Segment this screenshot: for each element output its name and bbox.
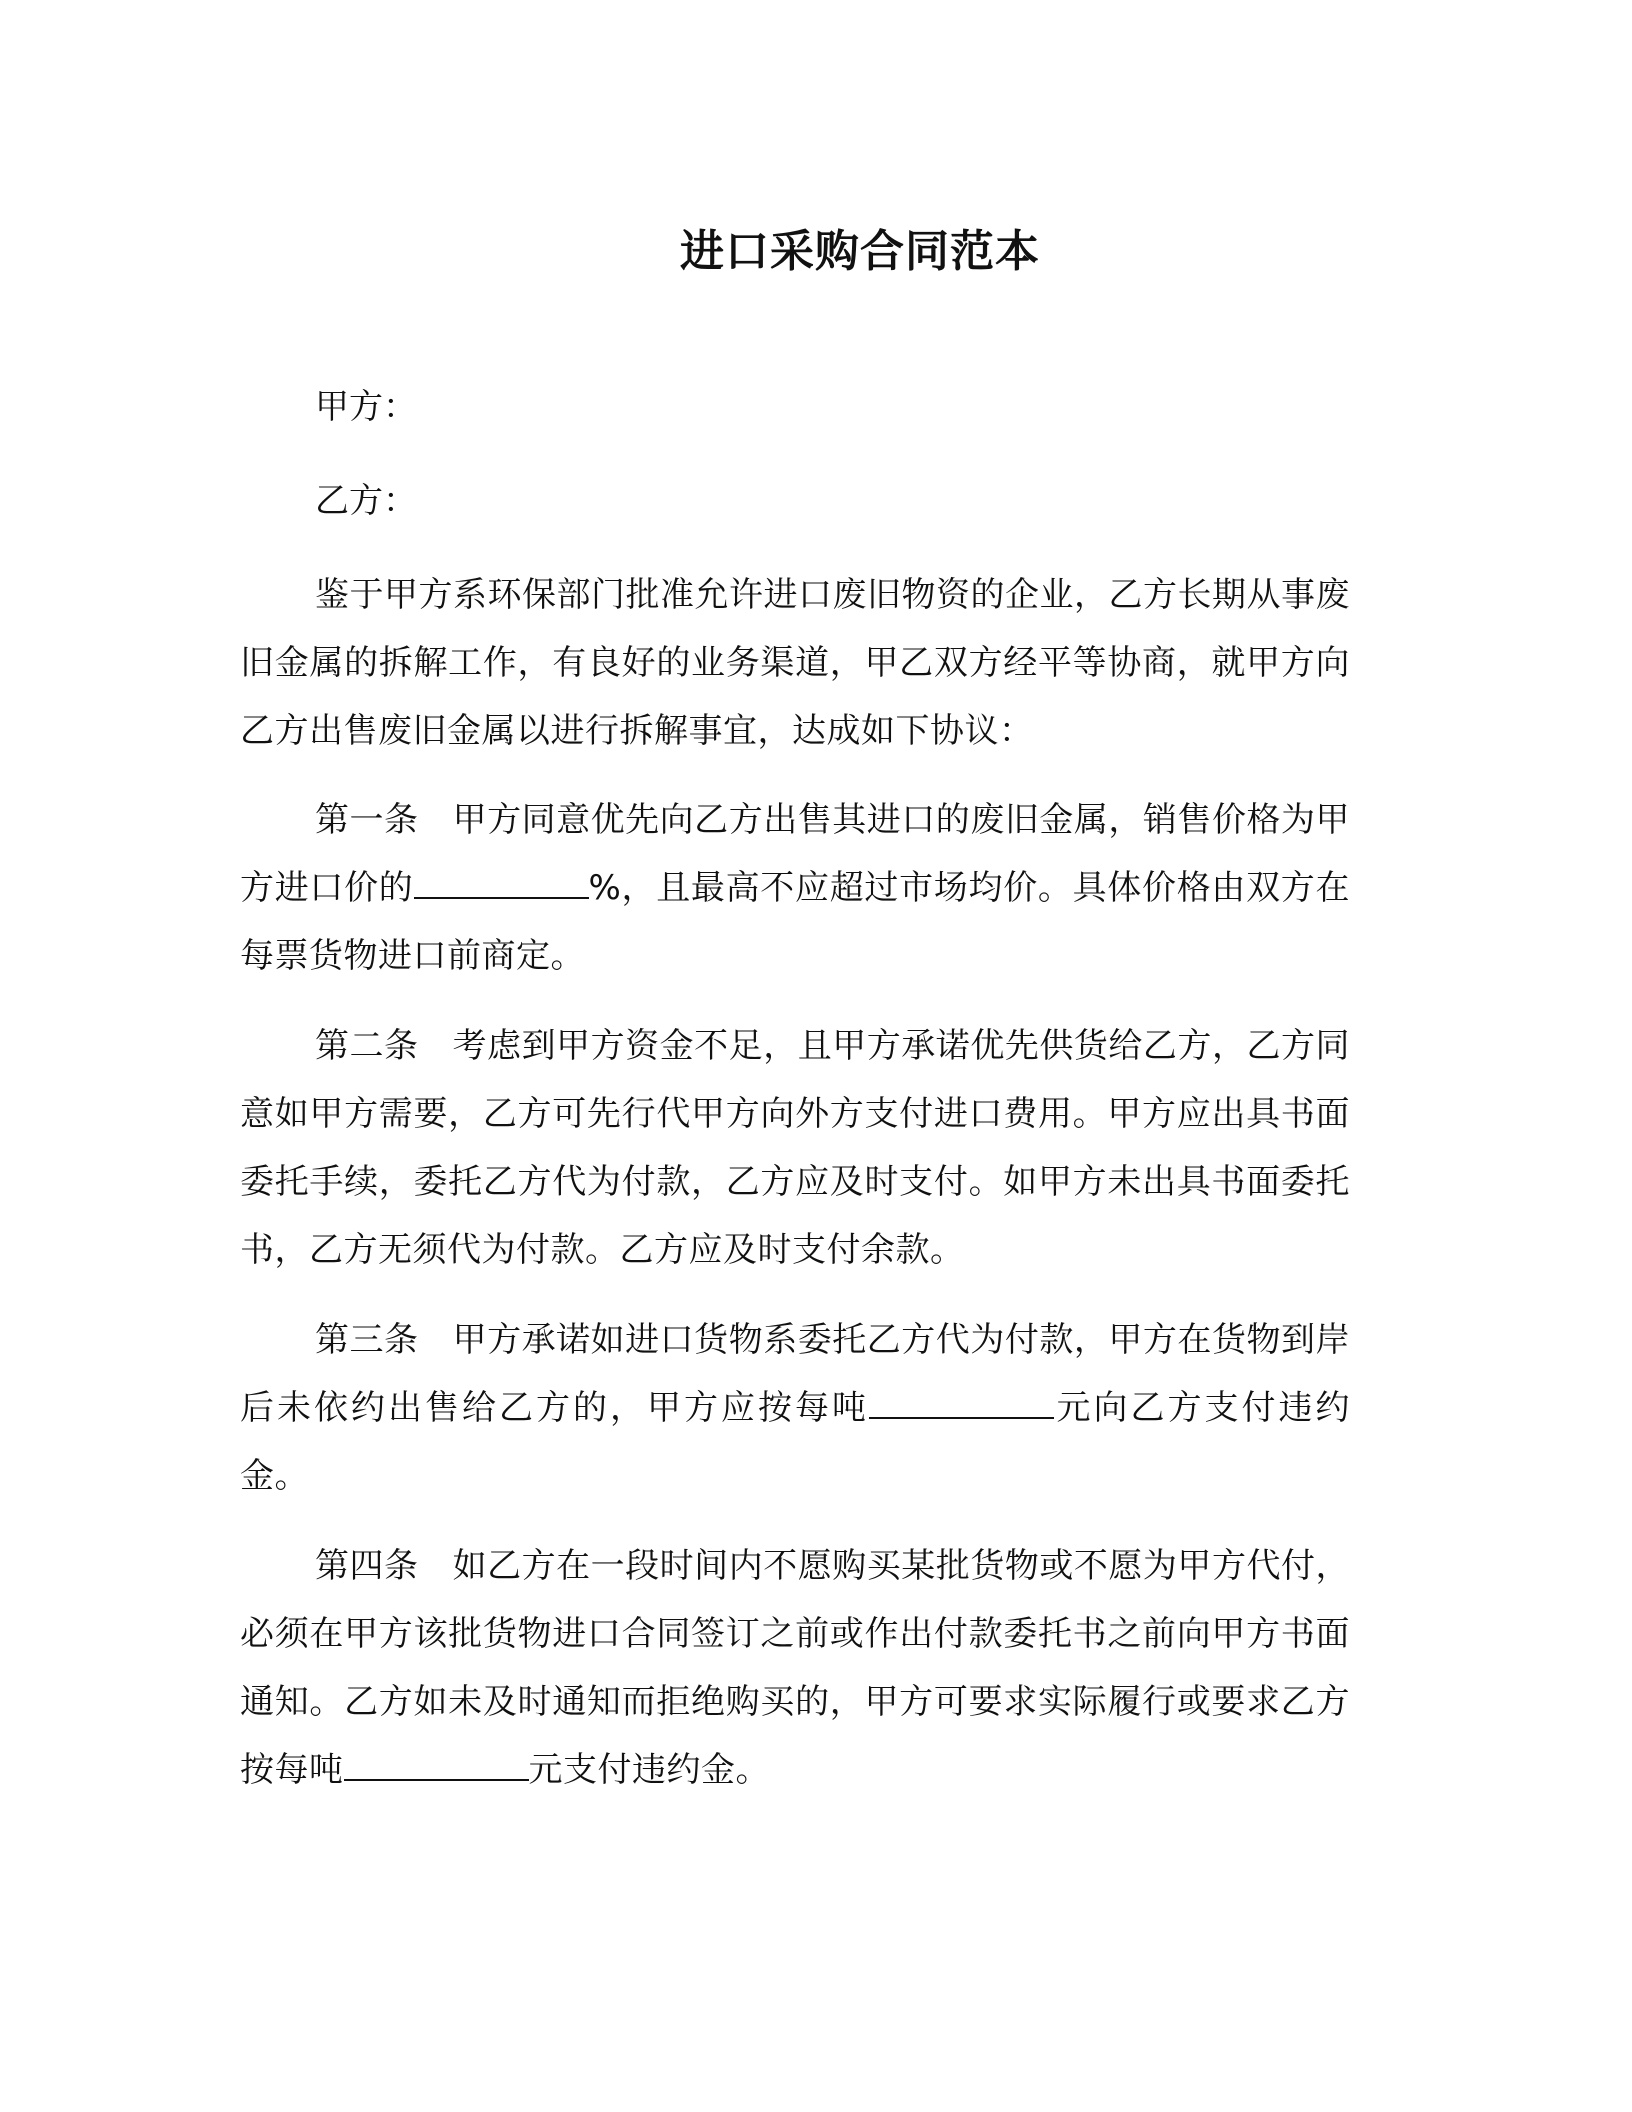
clause-2-heading: 第二条 <box>315 1026 419 1066</box>
party-a-label: 甲方： <box>315 387 417 427</box>
clause-1-text-after: %，且最高不应超过市场均价。具体价格由双方在每票货物进口前商定。 <box>240 868 1350 976</box>
clause-2-text: 考虑到甲方资金不足，且甲方承诺优先供货给乙方，乙方同意如甲方需要，乙方可先行代甲方向外方支付进口费用。甲方应出具书面委托手续，委托乙方代为付款，乙方应及时支付。如甲方未出具书面委托书，乙方无须代为付款。乙方应及时支付余款。 <box>240 1026 1351 1270</box>
clause-1-heading: 第一条 <box>315 800 419 840</box>
party-b-label: 乙方： <box>315 481 417 521</box>
preamble-paragraph: 鉴于甲方系环保部门批准允许进口废旧物资的企业，乙方长期从事废旧金属的拆解工作，有良好的业务渠道，甲乙双方经平等协商，就甲方向乙方出售废旧金属以进行拆解事宜，达成如下协议： <box>240 575 1350 751</box>
clause-4-text-before: 如乙方在一段时间内不愿购买某批货物或不愿为甲方代付，必须在甲方该批货物进口合同签订之前或作出付款委托书之前向甲方书面通知。乙方如未及时通知而拒绝购买的，甲方可要求实际履行或要求乙方按每吨 <box>240 1546 1351 1790</box>
clause-3-blank[interactable] <box>869 1387 1054 1419</box>
clause-4 <box>240 1532 1350 1804</box>
clause-3-heading: 第三条 <box>315 1320 419 1360</box>
clause-1-blank[interactable] <box>414 867 589 899</box>
clause-4-text-after: 元支付违约金。 <box>528 1750 770 1790</box>
clause-4-heading: 第四条 <box>315 1546 419 1586</box>
clause-3-text-after: 元向乙方支付违约金。 <box>240 1388 1350 1496</box>
page-title: 进口采购合同范本 <box>680 226 1040 277</box>
clause-1-text-before: 甲方同意优先向乙方出售其进口的废旧金属，销售价格为甲方进口价的 <box>240 800 1351 908</box>
clause-3-text-before: 甲方承诺如进口货物系委托乙方代为付款，甲方在货物到岸后未依约出售给乙方的，甲方应按每吨 <box>240 1320 1351 1428</box>
clause-1 <box>240 786 1350 990</box>
clause-3 <box>240 1306 1350 1510</box>
clause-2 <box>240 1012 1350 1284</box>
clause-4-blank[interactable] <box>344 1749 529 1781</box>
